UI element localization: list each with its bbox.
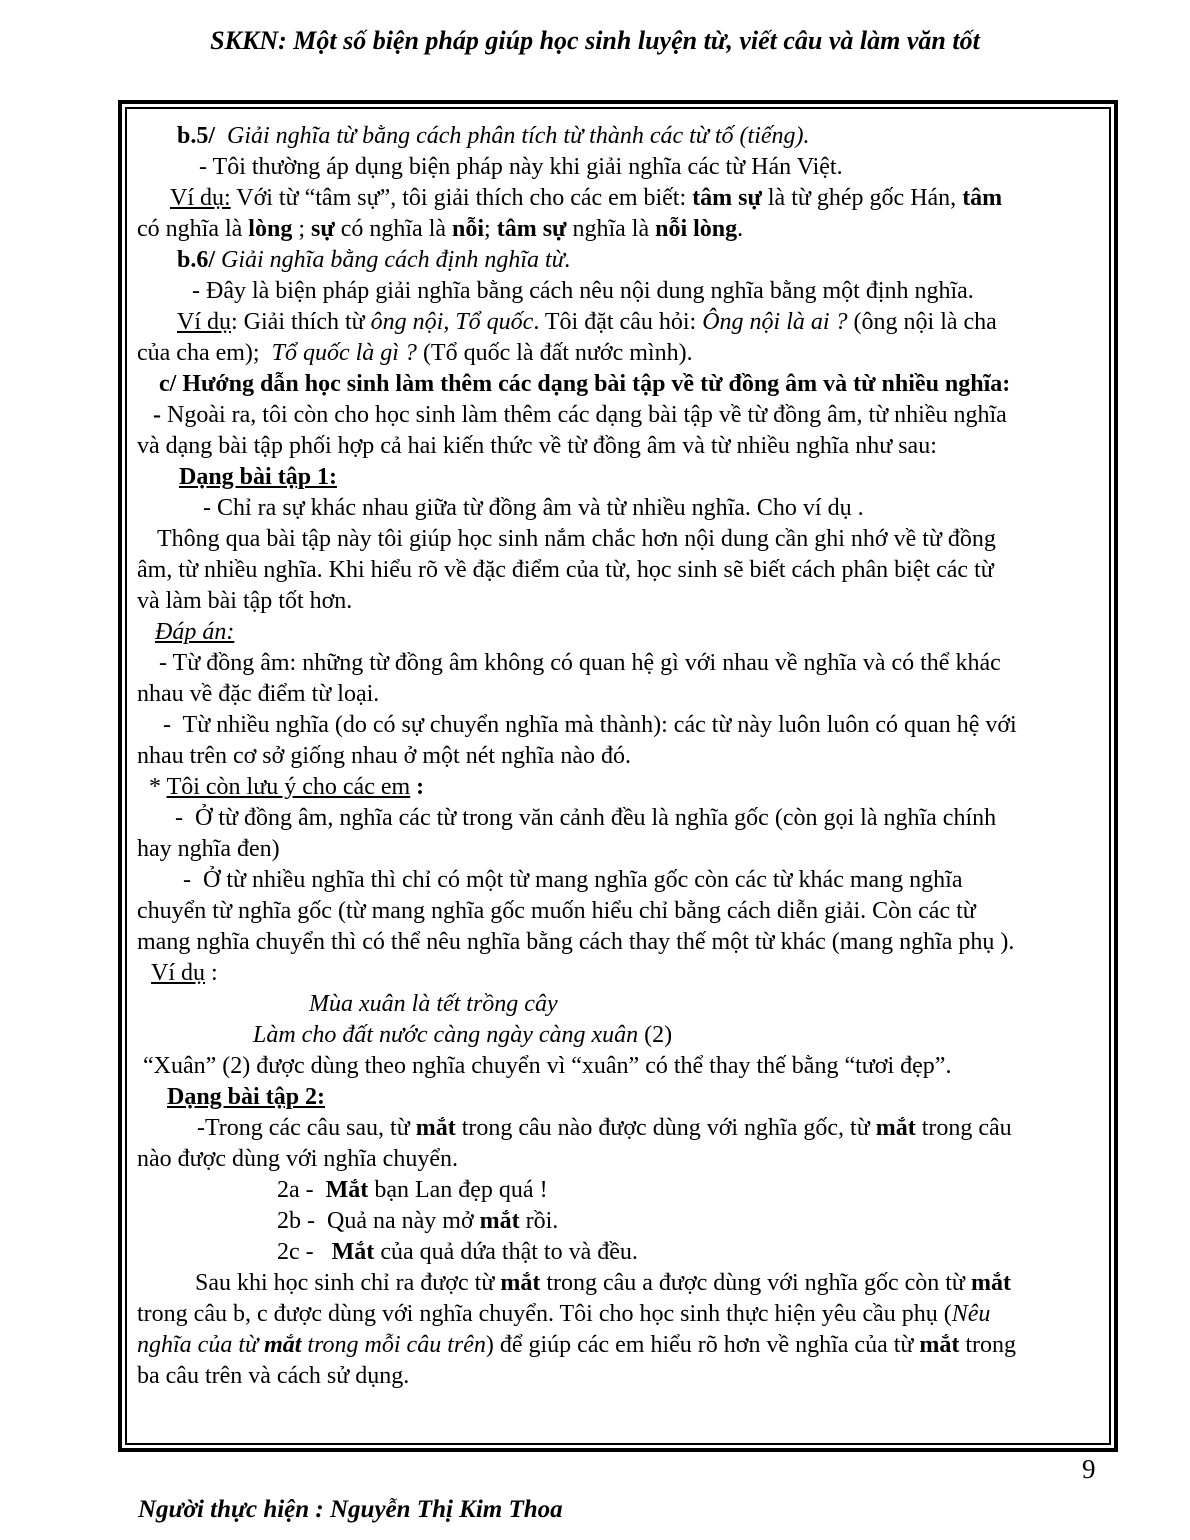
text-run: là từ ghép gốc Hán,: [761, 185, 963, 211]
text-run: ) để giúp các em hiểu rõ hơn về nghĩa của từ: [485, 1332, 920, 1358]
text-run: Ví dụ:: [170, 185, 231, 211]
text-line: [137, 214, 1103, 245]
text-run: Tổ quốc là gì ?: [271, 340, 417, 366]
text-line: [137, 307, 1103, 338]
text-run: trong câu nào được dùng với nghĩa gốc, từ: [455, 1115, 876, 1141]
text-run: -: [153, 402, 167, 428]
text-run: 2a -: [277, 1177, 326, 1203]
text-run: mắt: [415, 1115, 456, 1141]
text-run: - Tôi thường áp dụng biện pháp này khi giải nghĩa các từ Hán Việt.: [199, 154, 843, 180]
text-line: [137, 617, 1103, 648]
text-run: Ví dụ: [151, 960, 205, 986]
text-run: tâm sự: [496, 216, 567, 242]
text-run: Với từ “tâm sự”, tôi giải thích cho các em biết:: [230, 185, 693, 211]
text-run: hay nghĩa đen): [137, 836, 280, 862]
text-run: - Từ đồng âm: những từ đồng âm không có quan hệ gì với nhau về nghĩa và có thể khác: [159, 650, 1001, 676]
text-run: Ví dụ: [177, 309, 231, 335]
text-line: [137, 927, 1103, 958]
text-run: tâm: [962, 185, 1003, 211]
text-run: mắt: [264, 1332, 302, 1358]
text-line: [137, 648, 1103, 679]
text-line: [137, 1237, 1103, 1268]
text-run: b.6/: [177, 247, 216, 273]
text-line: [137, 462, 1103, 493]
text-line: [137, 400, 1103, 431]
text-line: [137, 493, 1103, 524]
text-line: [137, 896, 1103, 927]
text-run: rồi.: [519, 1208, 559, 1234]
text-run: “Xuân” (2) được dùng theo nghĩa chuyển vì “xuân” có thể thay thế bằng “tươi đẹp”.: [143, 1053, 952, 1079]
text-line: [137, 1330, 1103, 1361]
text-run: - Ở từ nhiều nghĩa thì chỉ có một từ mang nghĩa gốc còn các từ khác mang nghĩa: [183, 867, 963, 893]
text-run: ba câu trên và cách sử dụng.: [137, 1363, 410, 1389]
text-run: -Trong các câu sau, từ: [197, 1115, 416, 1141]
text-run: (ông nội là cha: [847, 309, 997, 335]
text-run: có nghĩa là: [334, 216, 453, 242]
text-run: của cha em);: [137, 340, 272, 366]
text-run: chuyển từ nghĩa gốc (từ mang nghĩa gốc muốn hiểu chỉ bằng cách diễn giải. Còn các từ: [137, 898, 976, 924]
text-run: trong mỗi câu trên: [301, 1332, 486, 1358]
text-run: 2c -: [277, 1239, 332, 1265]
text-run: Giải nghĩa từ bằng cách phân tích từ thành các từ tố (tiếng).: [227, 123, 810, 149]
text-line: [137, 1268, 1103, 1299]
text-line: [137, 834, 1103, 865]
text-run: - Chỉ ra sự khác nhau giữa từ đồng âm và từ nhiều nghĩa. Cho ví dụ .: [203, 495, 864, 521]
text-run: trong: [959, 1332, 1017, 1358]
text-run: Thông qua bài tập này tôi giúp học sinh nắm chắc hơn nội dung cần ghi nhớ về từ đồng: [157, 526, 996, 552]
text-line: [137, 369, 1103, 400]
text-run: : Giải thích từ: [231, 309, 371, 335]
text-run: ;: [484, 216, 497, 242]
text-run: Đáp án:: [155, 619, 235, 645]
footer-author: Người thực hiện : Nguyễn Thị Kim Thoa: [138, 1496, 563, 1523]
text-run: mang nghĩa chuyển thì có thể nêu nghĩa bằng cách thay thế một từ khác (mang nghĩa phụ ).: [137, 929, 1015, 955]
text-run: và làm bài tập tốt hơn.: [137, 588, 353, 614]
text-line: [137, 152, 1103, 183]
page-footer: [138, 1496, 563, 1524]
text-run: :: [205, 960, 218, 986]
text-run: ông nội, Tổ quốc: [370, 309, 534, 335]
text-run: Ngoài ra, tôi còn cho học sinh làm thêm các dạng bài tập về từ đồng âm, từ nhiều nghĩa: [167, 402, 1007, 428]
text-run: Sau khi học sinh chỉ ra được từ: [195, 1270, 501, 1296]
text-line: [137, 431, 1103, 462]
text-run: (Tổ quốc là đất nước mình).: [416, 340, 693, 366]
text-line: [137, 710, 1103, 741]
text-run: nghĩa của từ: [137, 1332, 265, 1358]
text-line: [137, 245, 1103, 276]
text-run: nghĩa là: [566, 216, 656, 242]
text-line: [137, 338, 1103, 369]
text-run: sự: [310, 216, 335, 242]
content-box-inner: [125, 107, 1111, 1445]
text-line: [137, 1082, 1103, 1113]
text-run: . Tôi đặt câu hỏi:: [533, 309, 703, 335]
text-run: trong câu a được dùng với nghĩa gốc còn từ: [540, 1270, 971, 1296]
text-line: [137, 1051, 1103, 1082]
text-run: [215, 123, 227, 149]
text-run: âm, từ nhiều nghĩa. Khi hiểu rõ về đặc điểm của từ, học sinh sẽ biết cách phân biệt các từ: [137, 557, 994, 583]
text-line: [137, 679, 1103, 710]
text-line: [137, 524, 1103, 555]
text-run: Mắt: [325, 1177, 369, 1203]
text-run: lòng: [248, 216, 293, 242]
text-line: [137, 958, 1103, 989]
text-run: có nghĩa là: [137, 216, 249, 242]
text-run: :: [416, 774, 425, 800]
text-run: trong câu: [915, 1115, 1012, 1141]
text-run: nhau trên cơ sở giống nhau ở một nét nghĩa nào đó.: [137, 743, 631, 769]
text-line: [137, 183, 1103, 214]
text-line: [137, 865, 1103, 896]
text-run: bạn Lan đẹp quá !: [368, 1177, 548, 1203]
text-run: 2b - Quả na này mở: [277, 1208, 480, 1234]
text-line: [137, 586, 1103, 617]
page-number: 9: [1082, 1454, 1096, 1484]
text-line: [137, 741, 1103, 772]
text-run: nỗi lòng: [655, 216, 738, 242]
text-run: Tôi còn lưu ý cho các em: [166, 774, 411, 800]
text-run: ;: [292, 216, 311, 242]
text-line: [137, 1206, 1103, 1237]
text-run: trong câu b, c được dùng với nghĩa chuyển. Tôi cho học sinh thực hiện yêu cầu phụ (: [137, 1301, 952, 1327]
text-run: - Ở từ đồng âm, nghĩa các từ trong văn cảnh đều là nghĩa gốc (còn gọi là nghĩa chính: [175, 805, 997, 831]
text-run: - Từ nhiều nghĩa (do có sự chuyển nghĩa mà thành): các từ này luôn luôn có quan hệ với: [163, 712, 1017, 738]
text-run: Mắt: [331, 1239, 375, 1265]
text-run: Nêu: [951, 1301, 991, 1327]
text-run: Mùa xuân là tết trồng cây: [309, 991, 558, 1017]
text-run: c/ Hướng dẫn học sinh làm thêm các dạng bài tập về từ đồng âm và từ nhiều nghĩa:: [159, 371, 1011, 397]
text-run: Ông nội là ai ?: [702, 309, 848, 335]
text-run: (2): [638, 1022, 673, 1048]
header-title: SKKN: Một số biện pháp giúp học sinh luyện từ, viết câu và làm văn tốt: [210, 26, 980, 55]
text-run: của quả dứa thật to và đều.: [374, 1239, 638, 1265]
text-line: [137, 555, 1103, 586]
text-line: [137, 989, 1103, 1020]
page-header: [0, 26, 1190, 56]
text-line: [137, 1361, 1103, 1392]
text-run: Làm cho đất nước càng ngày càng xuân: [253, 1022, 639, 1048]
text-line: [137, 803, 1103, 834]
text-run: mắt: [479, 1208, 520, 1234]
text-run: và dạng bài tập phối hợp cả hai kiến thức về từ đồng âm và từ nhiều nghĩa như sau:: [137, 433, 937, 459]
text-run: .: [737, 216, 744, 242]
text-run: mắt: [919, 1332, 960, 1358]
text-run: mắt: [500, 1270, 541, 1296]
text-run: mắt: [970, 1270, 1011, 1296]
text-line: [137, 1020, 1103, 1051]
text-run: - Đây là biện pháp giải nghĩa bằng cách nêu nội dung nghĩa bằng một định nghĩa.: [192, 278, 974, 304]
text-line: [137, 276, 1103, 307]
text-run: Dạng bài tập 1:: [179, 464, 338, 490]
text-line: [137, 121, 1103, 152]
text-line: [137, 1175, 1103, 1206]
text-line: [137, 1144, 1103, 1175]
text-run: mắt: [875, 1115, 916, 1141]
text-run: nỗi: [452, 216, 485, 242]
document-text: [137, 121, 1103, 1392]
text-run: *: [149, 774, 167, 800]
text-run: Dạng bài tập 2:: [167, 1084, 326, 1110]
text-run: tâm sự: [692, 185, 762, 211]
text-run: b.5/: [177, 123, 216, 149]
text-run: Giải nghĩa bằng cách định nghĩa từ.: [221, 247, 571, 273]
text-line: [137, 772, 1103, 803]
content-box: [118, 100, 1118, 1452]
text-line: [137, 1113, 1103, 1144]
text-line: [137, 1299, 1103, 1330]
text-run: nào được dùng với nghĩa chuyển.: [137, 1146, 458, 1172]
text-run: nhau về đặc điểm từ loại.: [137, 681, 380, 707]
